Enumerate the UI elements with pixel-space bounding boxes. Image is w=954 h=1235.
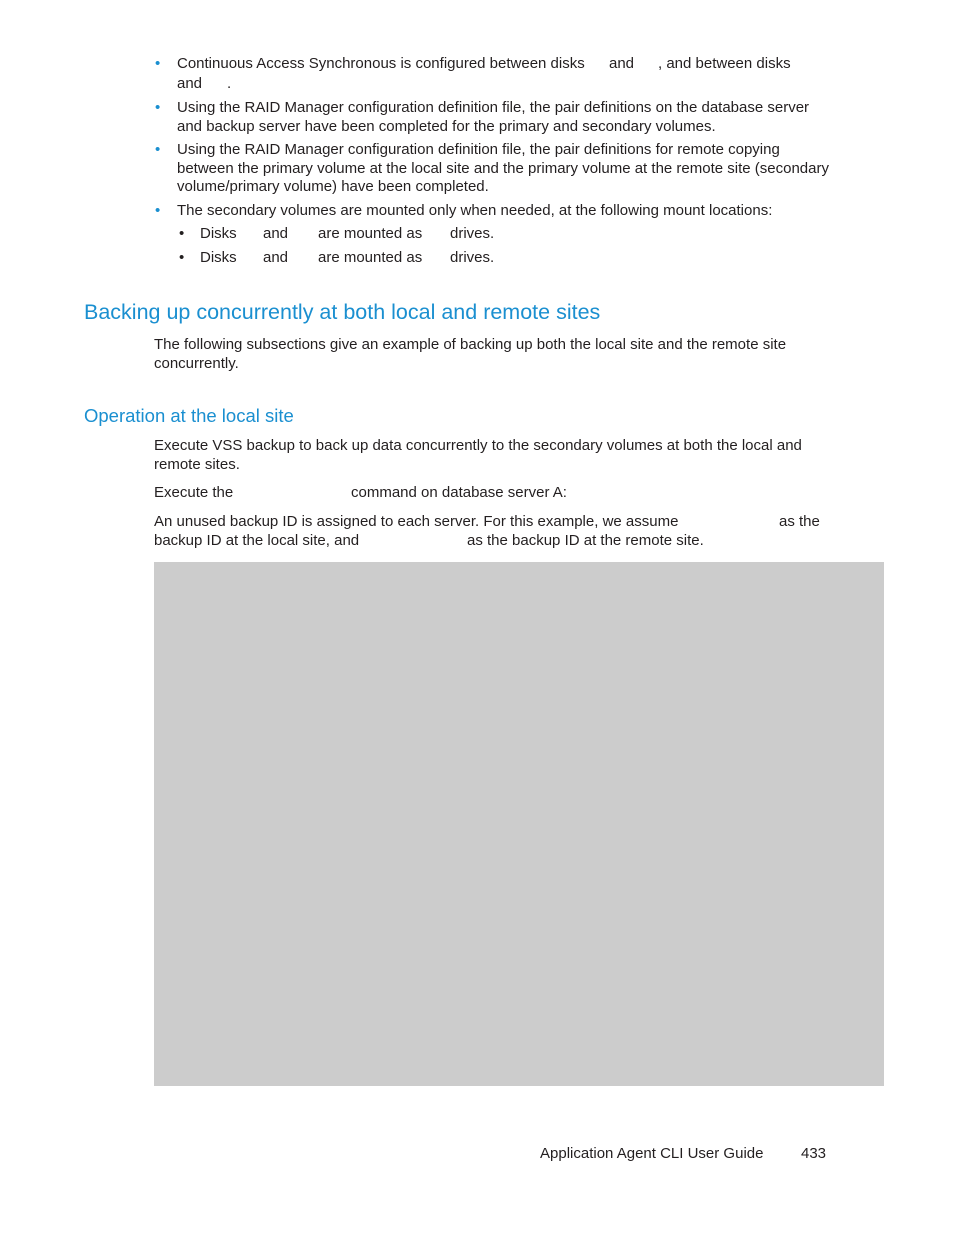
para2-a: Execute the xyxy=(154,484,234,501)
bullet-marker: • xyxy=(155,55,161,72)
bullet-marker: • xyxy=(155,141,161,158)
bullet-1-line-1b: and xyxy=(609,55,635,72)
bullet-2-line-2: and backup server have been completed for the primary and secondary volumes. xyxy=(177,118,716,135)
para2-b: command on database server A: xyxy=(351,484,567,501)
bullet-4-line-1: The secondary volumes are mounted only when needed, at the following mount locations: xyxy=(177,202,773,219)
sub-item-1-a: Disks xyxy=(200,225,237,242)
para1-line-1: Execute VSS backup to back up data concurrently to the secondary volumes at both the local and xyxy=(154,437,802,454)
sub-bullet-marker: • xyxy=(179,225,185,242)
para3-line-1b: as the xyxy=(779,513,820,530)
para3-line-1a: An unused backup ID is assigned to each server. For this example, we assume xyxy=(154,513,679,530)
sub-item-1-b: and xyxy=(263,225,289,242)
page-number: 433 xyxy=(801,1145,827,1162)
bullet-1-line-2b: . xyxy=(227,75,232,92)
sub-item-2-a: Disks xyxy=(200,249,237,266)
section-intro-line-2: concurrently. xyxy=(154,355,239,372)
sub-item-2-b: and xyxy=(263,249,289,266)
sub-item-1-d: drives. xyxy=(450,225,495,242)
sub-item-1-c: are mounted as xyxy=(318,225,423,242)
para3-line-2a: backup ID at the local site, and xyxy=(154,532,360,549)
bullet-1-line-1a: Continuous Access Synchronous is configured between disks xyxy=(177,55,585,72)
bullet-1-line-2a: and xyxy=(177,75,203,92)
bullet-3-line-2: between the primary volume at the local site and the primary volume at the remote site (secondary xyxy=(177,160,829,177)
subsection-heading: Operation at the local site xyxy=(84,405,294,426)
bullet-marker: • xyxy=(155,202,161,219)
bullet-3-line-1: Using the RAID Manager configuration definition file, the pair definitions for remote copying xyxy=(177,141,780,158)
footer-title: Application Agent CLI User Guide xyxy=(540,1145,764,1162)
sub-item-2-c: are mounted as xyxy=(318,249,423,266)
bullet-marker: • xyxy=(155,99,161,116)
bullet-3-line-3: volume/primary volume) have been completed. xyxy=(177,178,489,195)
bullet-1-line-1c: , and between disks xyxy=(658,55,791,72)
section-intro-line-1: The following subsections give an example of backing up both the local site and the remote site xyxy=(154,336,787,353)
bullet-2-line-1: Using the RAID Manager configuration definition file, the pair definitions on the database server xyxy=(177,99,810,116)
sub-bullet-marker: • xyxy=(179,249,185,266)
sub-item-2-d: drives. xyxy=(450,249,495,266)
para3-line-2b: as the backup ID at the remote site. xyxy=(467,532,704,549)
code-example-block xyxy=(154,562,884,1086)
section-heading: Backing up concurrently at both local and remote sites xyxy=(84,300,601,324)
para1-line-2: remote sites. xyxy=(154,456,240,473)
